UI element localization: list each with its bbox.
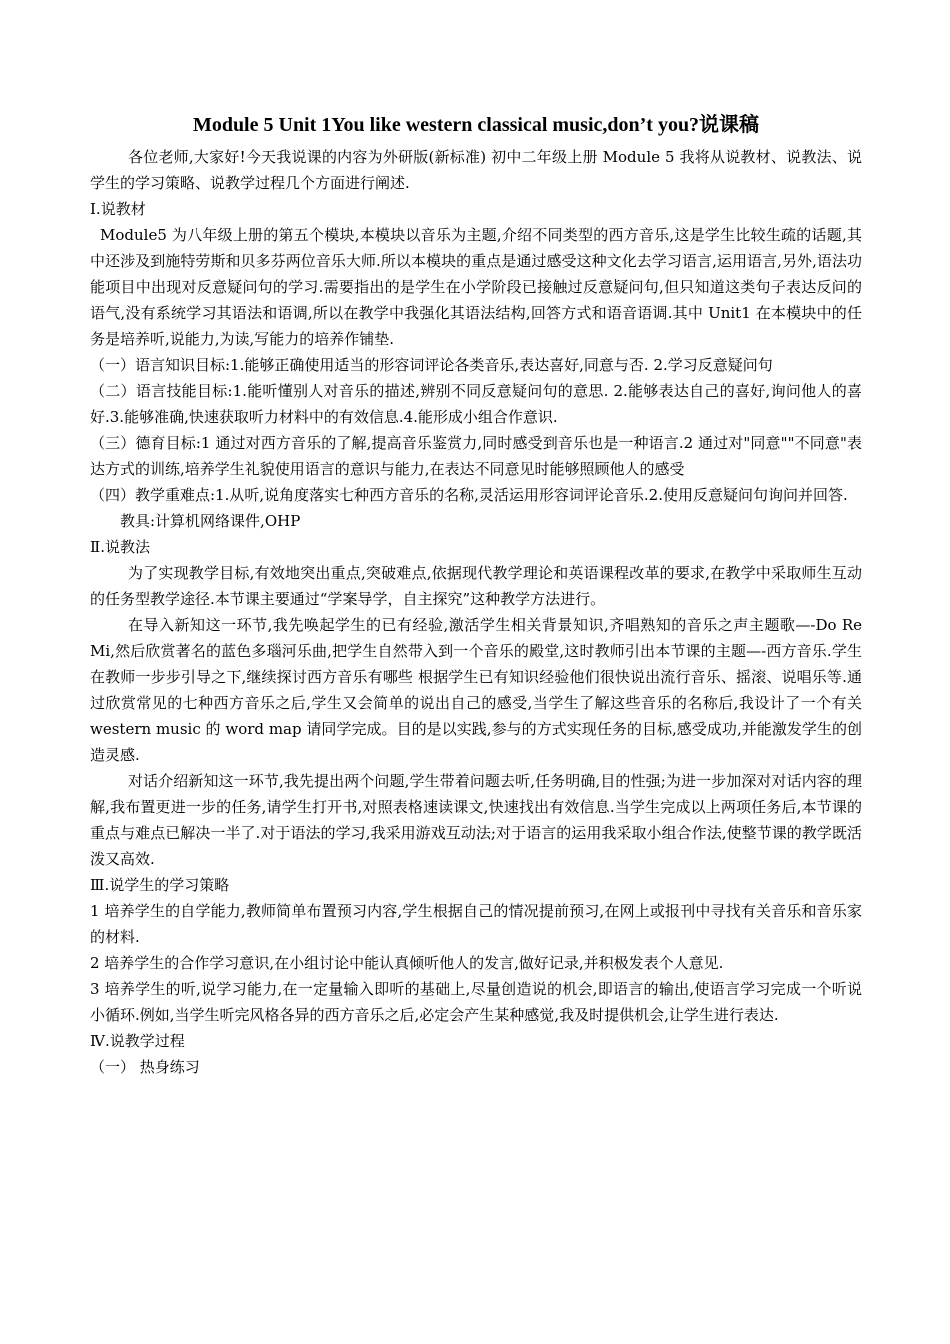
method-paragraph-3: 对话介绍新知这一环节,我先提出两个问题,学生带着问题去听,任务明确,目的性强;为进一步加深对对话内容的理解,我布置更进一步的任务,请学生打开书,对照表格速读课文,快速找出有效信息.当学生完成以上两项任务后,本节课的重点与难点已解决一半了.对于语法的学习,我采用游戏互动法;对于语言的运用我采取小组合作法,使整节课的教学既活泼又高效.: [90, 772, 862, 868]
section-heading-4: Ⅳ.说教学过程: [90, 1032, 185, 1050]
strategy-item-3: 3 培养学生的听,说学习能力,在一定量输入即听的基础上,尽量创造说的机会,即语言的输出,使语言学习完成一个听说小循环.例如,当学生听完风格各异的西方音乐之后,必定会产生某种感觉,我及时提供机会,让学生进行表达.: [90, 980, 862, 1024]
intro-paragraph: 各位老师,大家好!今天我说课的内容为外研版(新标准) 初中二年级上册 Module 5 我将从说教材、说教法、说学生的学习策略、说教学过程几个方面进行阐述.: [90, 148, 862, 192]
section-heading-2: Ⅱ.说教法: [90, 538, 150, 556]
process-subheading-1: （一） 热身练习: [90, 1058, 200, 1076]
goal-knowledge: （一）语言知识目标:1.能够正确使用适当的形容词评论各类音乐,表达喜好,同意与否. 2.学习反意疑问句: [90, 356, 773, 374]
strategy-item-2: 2 培养学生的合作学习意识,在小组讨论中能认真倾听他人的发言,做好记录,并积极发表个人意见.: [90, 954, 724, 972]
method-paragraph-1: 为了实现教学目标,有效地突出重点,突破难点,依据现代教学理论和英语课程改革的要求,在教学中采取师生互动的任务型教学途径.本节课主要通过“学案导学，自主探究”这种教学方法进行。: [90, 564, 862, 608]
document-page: [90, 108, 862, 1080]
goal-skills: （二）语言技能目标:1.能听懂别人对音乐的描述,辨别不同反意疑问句的意思. 2.能够表达自己的喜好,询问他人的喜好.3.能够准确,快速获取听力材料中的有效信息.4.能形成小组合作意识.: [90, 382, 862, 426]
document-title: Module 5 Unit 1You like western classical music,don’t you?说课稿: [192, 114, 760, 136]
textbook-analysis-paragraph: Module5 为八年级上册的第五个模块,本模块以音乐为主题,介绍不同类型的西方音乐,这是学生比较生疏的话题,其中还涉及到施特劳斯和贝多芬两位音乐大师.所以本模块的重点是通过感受这种文化去学习语言,运用语言,另外,语法功能项目中出现对反意疑问句的学习.需要指出的是学生在小学阶段已接触过反意疑问句,但只知道这类句子表达反问的语气,没有系统学习其语法和语调,所以在教学中我强化其语法结构,回答方式和语音语调.其中 Unit1 在本模块中的任务是培养听,说能力,为读,写能力的培养作铺垫.: [90, 226, 862, 348]
section-heading-1: Ⅰ.说教材: [90, 200, 146, 218]
section-heading-3: Ⅲ.说学生的学习策略: [90, 876, 230, 894]
strategy-item-1: 1 培养学生的自学能力,教师简单布置预习内容,学生根据自己的情况提前预习,在网上或报刊中寻找有关音乐和音乐家的材料.: [90, 902, 862, 946]
goal-key-points: （四）教学重难点:1.从听,说角度落实七种西方音乐的名称,灵活运用形容词评论音乐.2.使用反意疑问句询问并回答.: [90, 486, 848, 504]
teaching-tools: 教具:计算机网络课件,OHP: [120, 512, 301, 530]
goal-moral: （三）德育目标:1 通过对西方音乐的了解,提高音乐鉴赏力,同时感受到音乐也是一种语言.2 通过对"同意""不同意"表达方式的训练,培养学生礼貌使用语言的意识与能力,在表达不同意见时能够照顾他人的感受: [90, 434, 862, 478]
method-paragraph-2: 在导入新知这一环节,我先唤起学生的已有经验,激活学生相关背景知识,齐唱熟知的音乐之声主题歌—-Do Re Mi,然后欣赏著名的蓝色多瑙河乐曲,把学生自然带入到一个音乐的殿堂,这时教师引出本节课的主题—-西方音乐.学生在教师一步步引导之下,继续探讨西方音乐有哪些 根据学生已有知识经验他们很快说出流行音乐、摇滚、说唱乐等.通过欣赏常见的七种西方音乐之后,学生又会简单的说出自己的感受,当学生了解这些音乐的名称后,我设计了一个有关 western music 的 word map 请同学完成。目的是以实践,参与的方式实现任务的目标,感受成功,并能激发学生的创造灵感.: [90, 616, 862, 764]
